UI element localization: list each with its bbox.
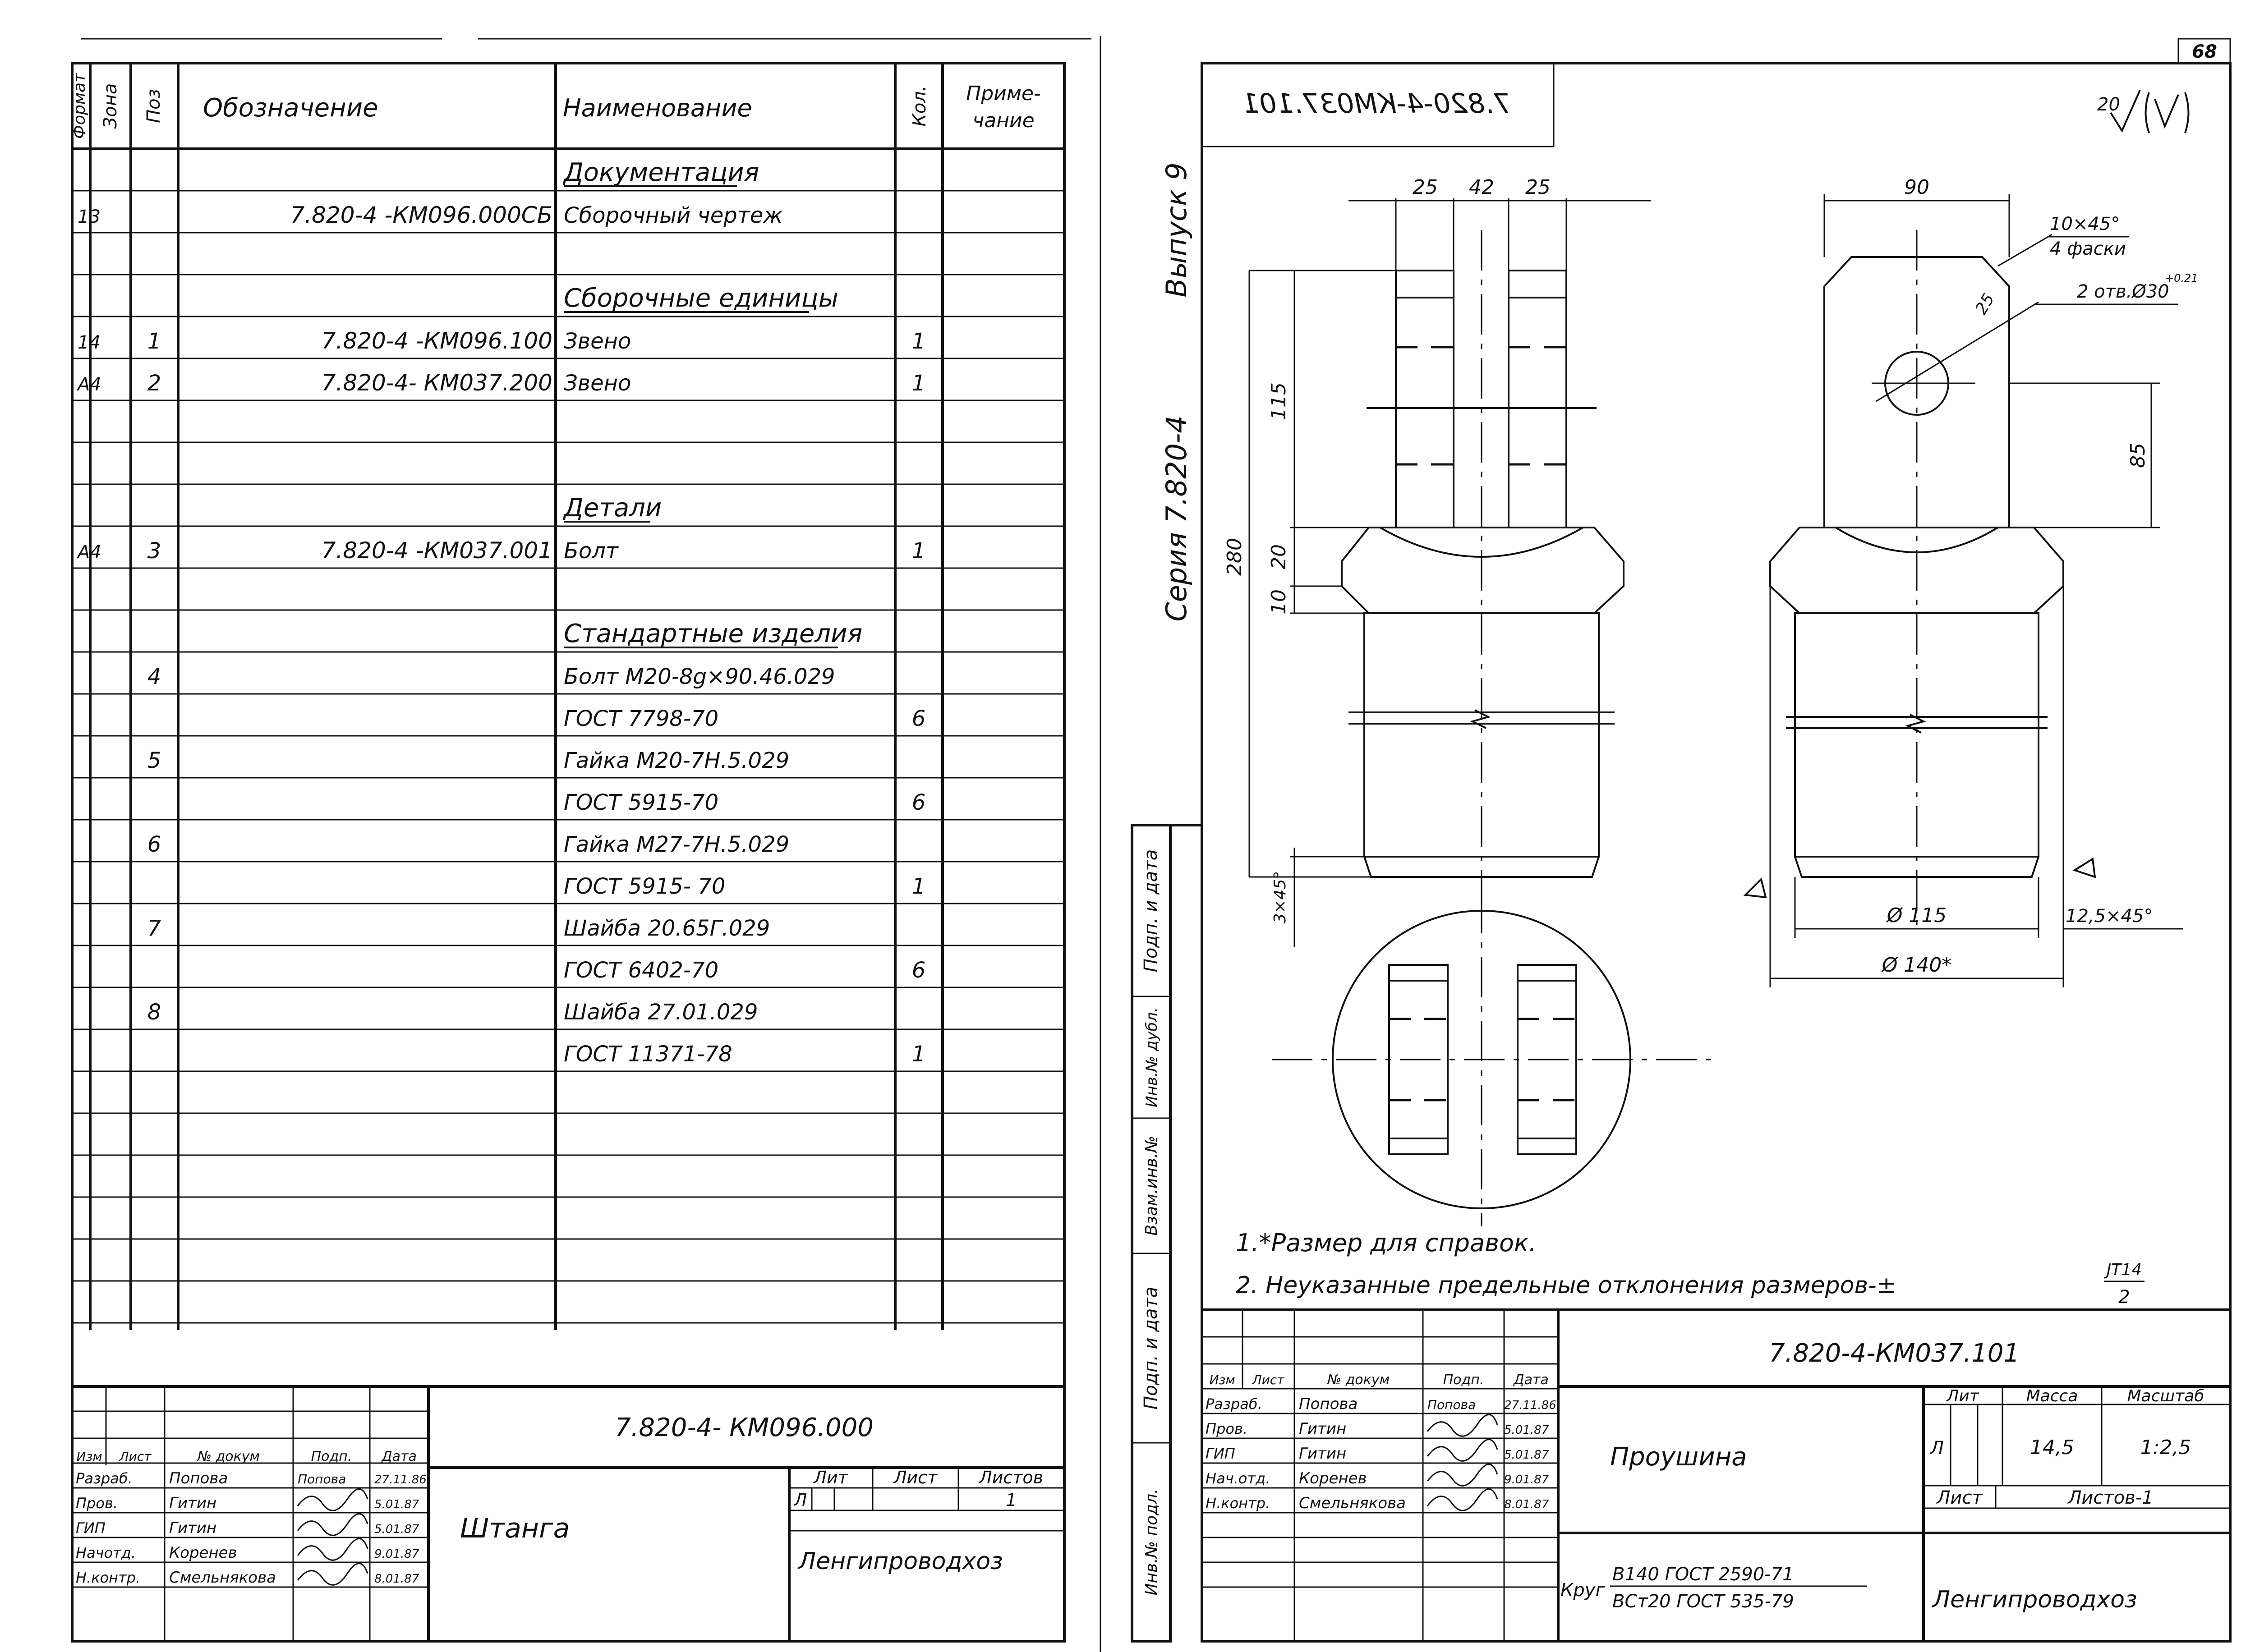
tolerance-numerator: JТ14 <box>2106 1261 2142 1279</box>
roughness-mark-right <box>2075 859 2095 877</box>
stamp-label: Подп. и дата <box>1141 849 1161 973</box>
hole-tolerance: +0.21 <box>2165 272 2198 285</box>
signer-name: Гитин <box>1299 1445 1347 1463</box>
header-name: Наименование <box>563 94 752 122</box>
signer-row <box>1206 1440 1549 1463</box>
left-lit-header: Лит <box>814 1468 848 1487</box>
spec-cell-designation: 7.820-4- КМ037.200 <box>321 370 552 396</box>
signer-role: Начотд. <box>76 1544 136 1561</box>
mirrored-code: 7.820-4-КМ037.101 <box>1242 88 1511 119</box>
dim-115: 115 <box>1267 382 1290 420</box>
spec-cell-pos: 8 <box>147 1000 161 1025</box>
spec-row <box>562 158 759 187</box>
spec-cell-designation: 7.820-4 -КМ037.001 <box>321 537 552 564</box>
spec-cell-name: Стандартные изделия <box>564 619 863 648</box>
spec-cell-pos: 4 <box>147 664 161 689</box>
spec-cell-name: Болт М20-8g×90.46.029 <box>564 664 835 689</box>
side-stamp <box>1132 825 1202 1641</box>
dim-d115: Ø 115 <box>1887 904 1947 927</box>
spec-cell-qty: 1 <box>911 1042 926 1067</box>
signer-name: Коренев <box>169 1544 237 1562</box>
left-sheets-header: Листов <box>979 1468 1043 1487</box>
dim-chamfer-left: 3×45° <box>1271 871 1289 924</box>
spec-cell-qty: 1 <box>911 538 926 564</box>
tolerance-denominator: 2 <box>2118 1287 2130 1308</box>
signature-scribble <box>298 1564 368 1585</box>
signer-role: Пров. <box>1206 1420 1247 1437</box>
page-number: 68 <box>2192 41 2217 62</box>
signature-scribble <box>298 1489 368 1511</box>
spec-cell-qty: 6 <box>911 706 926 731</box>
spec-cell-pos: 6 <box>147 832 161 857</box>
left-signers <box>76 1469 427 1587</box>
spec-cell-fmt: 13 <box>78 206 101 227</box>
left-title-block <box>72 1386 1064 1641</box>
signer-name: Коренев <box>1299 1469 1367 1487</box>
dim-r25: 25 <box>1972 290 1998 318</box>
material-prefix: Круг <box>1560 1580 1605 1601</box>
spec-row <box>147 832 789 857</box>
signer-signature: Попова <box>298 1472 346 1487</box>
side-view <box>1745 176 2198 987</box>
spec-cell-pos: 3 <box>147 538 161 564</box>
signature-scribble <box>298 1539 368 1560</box>
leader <box>1998 234 2052 266</box>
signer-date: 5.01.87 <box>374 1523 419 1536</box>
spec-row <box>147 664 835 689</box>
signer-role: Пров. <box>76 1495 118 1512</box>
issue-label: Выпуск 9 <box>1160 162 1193 298</box>
signer-name: Смельнякова <box>1299 1494 1406 1512</box>
leader <box>1876 302 2039 401</box>
right-lit-value: Л <box>1930 1438 1944 1459</box>
right-sheets-label: Листов-1 <box>2068 1487 2154 1508</box>
right-col-header: № докум <box>1327 1372 1390 1388</box>
spec-row <box>564 284 838 313</box>
header-zone: Зона <box>100 83 121 129</box>
dim-20: 20 <box>1267 544 1290 569</box>
left-sheets-value: 1 <box>1005 1490 1017 1510</box>
spec-cell-designation: 7.820-4 -КМ096.000СБ <box>290 202 552 228</box>
signer-role: Нач.отд. <box>1206 1470 1270 1487</box>
top-section-view <box>1272 893 1714 1226</box>
spec-cell-fmt: А4 <box>78 374 101 395</box>
signer-role: Разраб. <box>76 1470 133 1487</box>
signature-scribble <box>1427 1464 1497 1486</box>
header-designation: Обозначение <box>203 93 378 123</box>
spec-cell-pos: 5 <box>147 748 161 773</box>
signer-role: ГИП <box>1206 1445 1235 1462</box>
header-note-2: чание <box>972 109 1035 132</box>
spec-row <box>76 370 925 396</box>
spec-cell-name: Шайба 20.65Г.029 <box>564 916 770 941</box>
signer-name: Гитин <box>169 1494 217 1512</box>
spec-row <box>564 790 925 815</box>
signer-row <box>76 1539 419 1562</box>
signer-role: ГИП <box>76 1519 106 1537</box>
spec-row <box>564 706 925 731</box>
spec-cell-designation: 7.820-4 -КМ096.100 <box>321 328 552 354</box>
right-part-name: Проушина <box>1610 1442 1747 1472</box>
signature-scribble <box>1427 1489 1497 1511</box>
signer-date: 9.01.87 <box>374 1547 419 1561</box>
spec-row <box>147 916 770 941</box>
right-col-header: Лист <box>1252 1372 1284 1387</box>
dim-42: 42 <box>1469 176 1494 199</box>
spec-rows <box>76 158 925 1067</box>
note-2: 2. Неуказанные предельные отклонения размеров-± <box>1236 1272 1896 1299</box>
spec-cell-name: Шайба 27.01.029 <box>564 1000 758 1025</box>
spec-cell-qty: 1 <box>911 874 926 899</box>
spec-cell-fmt: 14 <box>78 332 101 353</box>
right-sheet-label: Лист <box>1937 1487 1983 1508</box>
dim-10: 10 <box>1267 589 1290 615</box>
right-lit-header: Лит <box>1947 1387 1979 1405</box>
signer-date: 5.01.87 <box>374 1498 419 1511</box>
signer-date: 8.01.87 <box>374 1572 419 1586</box>
spec-row <box>78 202 783 228</box>
right-col-header: Подп. <box>1443 1372 1484 1388</box>
header-pos: Поз <box>143 89 164 123</box>
spec-cell-name: Детали <box>564 493 662 523</box>
header-qty: Кол. <box>909 85 930 127</box>
spec-cell-name: Сборочный чертеж <box>564 203 783 228</box>
spec-cell-pos: 2 <box>147 371 161 396</box>
spec-cell-name: ГОСТ 5915-70 <box>564 790 719 815</box>
signer-row <box>76 1489 419 1513</box>
signer-name: Гитин <box>169 1519 217 1537</box>
front-view <box>1223 176 1651 947</box>
signature-scribble <box>1427 1440 1497 1461</box>
spec-cell-name: Звено <box>564 371 631 396</box>
signer-role: Разраб. <box>1206 1395 1262 1413</box>
signer-date: 27.11.86 <box>374 1473 427 1487</box>
signer-name: Смельнякова <box>169 1569 276 1587</box>
left-doc-code: 7.820-4- КМ096.000 <box>615 1413 874 1442</box>
spec-cell-name: ГОСТ 11371-78 <box>564 1042 732 1067</box>
spec-cell-name: Документация <box>564 158 759 187</box>
chamfer-note-2: 4 фаски <box>2050 239 2126 259</box>
left-lit-value: Л <box>794 1490 807 1510</box>
spec-cell-name: Сборочные единицы <box>564 284 838 313</box>
right-mass-value: 14,5 <box>2030 1436 2074 1459</box>
right-col-header: Изм <box>1209 1372 1235 1387</box>
signer-date: 9.01.87 <box>1504 1473 1549 1487</box>
right-scale-value: 1:2,5 <box>2140 1436 2191 1459</box>
series-label: Серия 7.820-4 <box>1160 415 1193 622</box>
spec-cell-qty: 1 <box>911 329 926 354</box>
spec-cell-qty: 1 <box>911 371 926 396</box>
signer-role: Н.контр. <box>76 1569 141 1586</box>
signer-role: Н.контр. <box>1206 1495 1270 1512</box>
technical-notes <box>1236 1229 2145 1308</box>
signer-date: 27.11.86 <box>1504 1399 1556 1412</box>
right-prong <box>1509 271 1566 528</box>
right-doc-code: 7.820-4-КМ037.101 <box>1768 1339 2020 1368</box>
left-part-name: Штанга <box>460 1513 570 1544</box>
signer-row <box>76 1564 419 1587</box>
left-sheet-header: Лист <box>893 1468 938 1487</box>
signer-row <box>1206 1464 1549 1488</box>
chamfer-note-1: 10×45° <box>2050 214 2120 234</box>
spec-cell-pos: 7 <box>147 916 161 941</box>
dim-90: 90 <box>1904 176 1929 199</box>
signature-scribble <box>298 1514 368 1536</box>
spec-row <box>564 619 862 648</box>
dim-d140: Ø 140* <box>1882 954 1952 977</box>
left-col-header: № докум <box>197 1449 260 1464</box>
signer-row <box>1206 1415 1549 1438</box>
header-format: Формат <box>70 73 89 139</box>
left-org: Ленгипроводхоз <box>798 1548 1003 1575</box>
signer-row <box>76 1469 427 1487</box>
dim-280: 280 <box>1223 538 1246 576</box>
spec-row <box>78 328 925 354</box>
header-note-1: Приме- <box>966 82 1041 105</box>
hole-note: 2 отв.Ø30 <box>2077 281 2169 302</box>
right-title-block <box>1202 1310 2230 1641</box>
left-col-header: Изм <box>76 1449 102 1464</box>
signer-date: 5.01.87 <box>1504 1448 1549 1462</box>
spec-row <box>147 1000 758 1025</box>
stamp-label: Инв.№ подл. <box>1142 1488 1161 1596</box>
spec-row <box>147 748 789 773</box>
spec-row <box>564 874 925 899</box>
spec-cell-name: Гайка М20-7Н.5.029 <box>564 748 790 773</box>
spec-cell-name: ГОСТ 5915- 70 <box>564 874 726 899</box>
left-col-header: Подп. <box>311 1449 352 1464</box>
spec-row <box>562 493 662 523</box>
dim-25-a: 25 <box>1413 176 1438 199</box>
spec-row <box>76 537 925 564</box>
spec-cell-qty: 6 <box>911 958 926 983</box>
spec-cell-name: Гайка М27-7Н.5.029 <box>564 832 790 857</box>
specification-table <box>70 63 1064 1641</box>
dim-85: 85 <box>2126 443 2149 468</box>
stamp-label: Подп. и дата <box>1141 1286 1161 1410</box>
signer-row <box>1206 1489 1549 1513</box>
signer-date: 8.01.87 <box>1504 1498 1549 1511</box>
spec-row <box>564 1042 925 1067</box>
signer-date: 5.01.87 <box>1504 1423 1549 1437</box>
spec-row <box>564 958 925 983</box>
roughness-mark-left <box>1745 879 1766 897</box>
left-col-header: Лист <box>119 1449 152 1464</box>
material-bottom: ВСт20 ГОСТ 535-79 <box>1612 1591 1794 1612</box>
dim-25-b: 25 <box>1525 176 1551 199</box>
roughness-value: 20 <box>2097 94 2120 115</box>
stamp-label: Взам.инв.№ <box>1142 1136 1161 1236</box>
signer-signature: Попова <box>1427 1397 1476 1412</box>
spec-cell-name: Болт <box>564 538 618 564</box>
left-col-header: Дата <box>382 1449 417 1464</box>
right-org: Ленгипроводхоз <box>1933 1586 2137 1613</box>
stamp-label: Инв.№ дубл. <box>1143 1007 1161 1107</box>
spec-cell-name: ГОСТ 6402-70 <box>564 958 719 983</box>
right-mass-header: Масса <box>2026 1387 2078 1405</box>
material-top: В140 ГОСТ 2590-71 <box>1612 1564 1794 1585</box>
signer-name: Гитин <box>1299 1420 1347 1438</box>
spec-cell-qty: 6 <box>911 790 926 815</box>
note-1: 1.*Размер для справок. <box>1236 1229 1537 1257</box>
roughness-symbol <box>2097 90 2189 133</box>
signer-name: Попова <box>169 1469 228 1487</box>
spec-cell-fmt: А4 <box>78 542 101 563</box>
signer-name: Попова <box>1299 1395 1358 1413</box>
left-prong <box>1396 271 1454 528</box>
signer-row <box>76 1514 419 1537</box>
collar <box>1342 528 1624 613</box>
spec-cell-pos: 1 <box>147 329 161 354</box>
signature-scribble <box>1427 1415 1497 1436</box>
dim-chamfer-right: 12,5×45° <box>2066 906 2153 927</box>
right-col-header: Дата <box>1514 1372 1549 1388</box>
right-scale-header: Масштаб <box>2127 1387 2204 1405</box>
spec-cell-name: ГОСТ 7798-70 <box>564 706 719 731</box>
spec-cell-name: Звено <box>564 329 631 354</box>
